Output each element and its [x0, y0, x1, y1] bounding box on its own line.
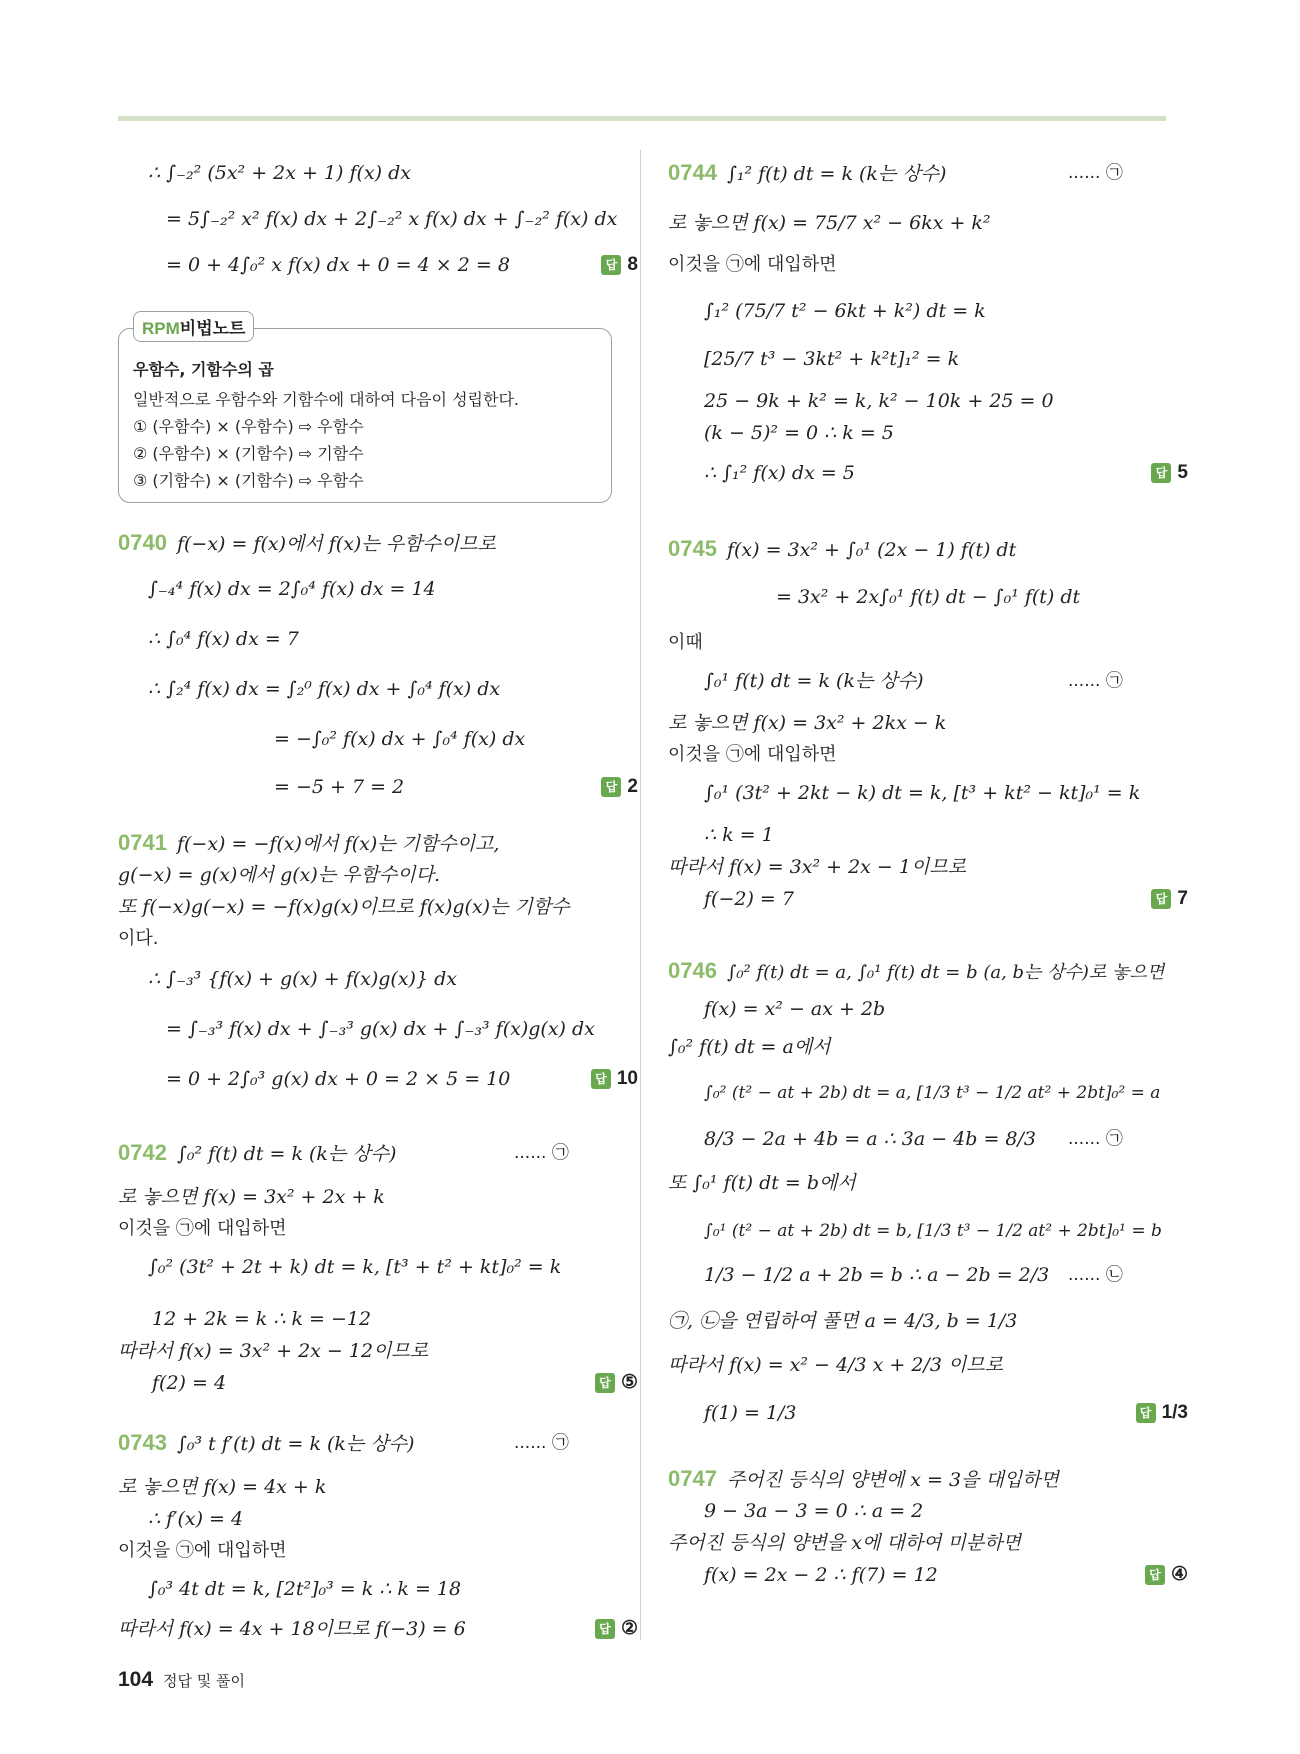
rpm-note-box: [118, 319, 612, 503]
problem-number: 0741: [118, 830, 167, 855]
p0741-line-5: ∴ ∫₋₃³ {f(x) + g(x) + f(x)g(x)} dx: [148, 968, 457, 990]
p0746-answer: 답 1/3: [1136, 1400, 1188, 1426]
p0744-line-2: 로 놓으면 f(x) = 75/7 x² − 6kx + k²: [668, 212, 991, 234]
problem-number: 0747: [668, 1466, 717, 1491]
p0745-line-6: 이것을 ㉠에 대입하면: [668, 744, 837, 765]
p0742-answer: 답 ⑤: [595, 1370, 638, 1396]
p0747-line-3: 주어진 등식의 양변을 x에 대하여 미분하면: [668, 1532, 1021, 1554]
p0742-line-2: 로 놓으면 f(x) = 3x² + 2x + k: [118, 1186, 385, 1208]
p0739-line-2: = 5∫₋₂² x² f(x) dx + 2∫₋₂² x f(x) dx + ∫₋₂² f(x) dx: [166, 208, 618, 230]
p0746-line-10: 따라서 f(x) = x² − 4/3 x + 2/3 이므로: [668, 1354, 1004, 1376]
problem-number: 0743: [118, 1430, 167, 1455]
p0739-line-1: ∴ ∫₋₂² (5x² + 2x + 1) f(x) dx: [148, 162, 411, 184]
p0743-line-3: ∴ f′(x) = 4: [148, 1508, 244, 1530]
p0743-line-4: 이것을 ㉠에 대입하면: [118, 1540, 287, 1561]
problem-number: 0742: [118, 1140, 167, 1165]
p0746-line-11: f(1) = 1/3: [704, 1402, 797, 1424]
p0743-line-1: 0743 ∫₀³ t f′(t) dt = k (k는 상수): [118, 1430, 415, 1455]
p0745-line-9: 따라서 f(x) = 3x² + 2x − 1이므로: [668, 856, 967, 878]
section-label: 정답 및 풀이: [163, 1672, 246, 1690]
p0745-line-8: ∴ k = 1: [704, 824, 774, 846]
p0740-line-4: ∴ ∫₂⁴ f(x) dx = ∫₂⁰ f(x) dx + ∫₀⁴ f(x) dx: [148, 678, 501, 700]
top-rule: [118, 116, 1166, 121]
p0740-line-2: ∫₋₄⁴ f(x) dx = 2∫₀⁴ f(x) dx = 14: [148, 578, 436, 600]
page-footer: [118, 1668, 245, 1692]
p0743-line-5: ∫₀³ 4t dt = k, [2t²]₀³ = k ∴ k = 18: [148, 1578, 462, 1600]
p0744-line-1: 0744 ∫₁² f(t) dt = k (k는 상수): [668, 160, 947, 185]
p0742-line-4: ∫₀² (3t² + 2t + k) dt = k, [t³ + t² + kt]₀² = k: [148, 1256, 562, 1278]
p0746-line-8: 1/3 − 1/2 a + 2b = b ∴ a − 2b = 2/3: [704, 1264, 1050, 1286]
p0744-line-4: ∫₁² (75/7 t² − 6kt + k²) dt = k: [704, 300, 986, 322]
p0746-line-7: ∫₀¹ (t² − at + 2b) dt = b, [1/3 t³ − 1/2 at² + 2bt]₀¹ = b: [704, 1221, 1162, 1241]
p0746-line-9: ㉠, ㉡을 연립하여 풀면 a = 4/3, b = 1/3: [668, 1310, 1018, 1332]
p0745-line-10: f(−2) = 7: [704, 888, 794, 910]
p0746-line-3: ∫₀² f(t) dt = a에서: [668, 1036, 831, 1058]
p0747-line-4: f(x) = 2x − 2 ∴ f(7) = 12: [704, 1564, 938, 1586]
p0746-line-1: 0746 ∫₀² f(t) dt = a, ∫₀¹ f(t) dt = b (a, b는 상수)로 놓으면: [668, 958, 1165, 983]
p0742-line-6: 따라서 f(x) = 3x² + 2x − 12이므로: [118, 1340, 429, 1362]
p0740-line-6: = −5 + 7 = 2: [274, 776, 405, 798]
p0747-line-2: 9 − 3a − 3 = 0 ∴ a = 2: [704, 1500, 924, 1522]
column-divider: [640, 150, 641, 1640]
rpm-note-line: ③ (기함수) × (기함수) ⇨ 우함수: [133, 471, 364, 490]
p0745-line-1: 0745 f(x) = 3x² + ∫₀¹ (2x − 1) f(t) dt: [668, 536, 1017, 561]
problem-number: 0746: [668, 958, 717, 983]
problem-number: 0740: [118, 530, 167, 555]
p0745-mark: ...... ㉠: [1068, 671, 1123, 691]
rpm-note-title: 우함수, 기함수의 곱: [133, 360, 274, 379]
rpm-note-tag: RPM비법노트: [133, 311, 254, 342]
p0741-line-3: 또 f(−x)g(−x) = −f(x)g(x)이므로 f(x)g(x)는 기함수: [118, 896, 570, 918]
p0741-line-4: 이다.: [118, 928, 159, 949]
p0744-line-8: ∴ ∫₁² f(x) dx = 5: [704, 462, 855, 484]
p0745-line-4: ∫₀¹ f(t) dt = k (k는 상수): [704, 670, 924, 692]
rpm-note-line: ② (우함수) × (기함수) ⇨ 기함수: [133, 444, 364, 463]
p0740-answer: 답 2: [601, 774, 638, 800]
p0741-answer: 답 10: [591, 1066, 638, 1092]
rpm-note-line: ① (우함수) × (우함수) ⇨ 우함수: [133, 417, 364, 436]
p0745-line-2: = 3x² + 2x∫₀¹ f(t) dt − ∫₀¹ f(t) dt: [776, 586, 1081, 608]
rpm-note-line: 일반적으로 우함수와 기함수에 대하여 다음이 성립한다.: [133, 390, 520, 409]
p0744-answer: 답 5: [1151, 460, 1188, 486]
p0742-mark: ...... ㉠: [514, 1143, 569, 1163]
p0742-line-7: f(2) = 4: [152, 1372, 227, 1394]
p0740-line-5: = −∫₀² f(x) dx + ∫₀⁴ f(x) dx: [274, 728, 526, 750]
p0744-line-5: [25/7 t³ − 3kt² + k²t]₁² = k: [704, 348, 960, 370]
p0747-line-1: 0747 주어진 등식의 양변에 x = 3을 대입하면: [668, 1466, 1059, 1491]
problem-number: 0745: [668, 536, 717, 561]
p0747-answer: 답 ④: [1145, 1562, 1188, 1588]
p0744-line-7: (k − 5)² = 0 ∴ k = 5: [704, 422, 894, 444]
p0740-line-3: ∴ ∫₀⁴ f(x) dx = 7: [148, 628, 299, 650]
p0744-mark: ...... ㉠: [1068, 163, 1123, 183]
p0741-line-1: 0741 f(−x) = −f(x)에서 f(x)는 기함수이고,: [118, 830, 500, 855]
p0746-line-2: f(x) = x² − ax + 2b: [704, 998, 886, 1020]
p0744-line-3: 이것을 ㉠에 대입하면: [668, 254, 837, 275]
p0746-mark-1: ...... ㉠: [1068, 1129, 1123, 1149]
p0739-line-3: = 0 + 4∫₀² x f(x) dx + 0 = 4 × 2 = 8: [166, 254, 510, 276]
left-column-lower: [118, 530, 638, 1660]
p0741-line-6: = ∫₋₃³ f(x) dx + ∫₋₃³ g(x) dx + ∫₋₃³ f(x)g(x) dx: [166, 1018, 595, 1040]
p0745-answer: 답 7: [1151, 886, 1188, 912]
p0739-answer: 답 8: [601, 252, 638, 278]
p0746-line-4: ∫₀² (t² − at + 2b) dt = a, [1/3 t³ − 1/2 at² + 2bt]₀² = a: [704, 1083, 1161, 1103]
p0743-line-6: 따라서 f(x) = 4x + 18이므로 f(−3) = 6: [118, 1618, 466, 1640]
p0743-mark: ...... ㉠: [514, 1433, 569, 1453]
p0745-line-5: 로 놓으면 f(x) = 3x² + 2kx − k: [668, 712, 947, 734]
p0746-line-5: 8/3 − 2a + 4b = a ∴ 3a − 4b = 8/3: [704, 1128, 1036, 1150]
p0742-line-1: 0742 ∫₀² f(t) dt = k (k는 상수): [118, 1140, 397, 1165]
p0741-line-2: g(−x) = g(x)에서 g(x)는 우함수이다.: [118, 864, 440, 886]
p0742-line-3: 이것을 ㉠에 대입하면: [118, 1218, 287, 1239]
right-column: [668, 150, 1188, 1660]
page-number: 104: [118, 1668, 154, 1691]
p0740-line-1: 0740 f(−x) = f(x)에서 f(x)는 우함수이므로: [118, 530, 496, 555]
p0744-line-6: 25 − 9k + k² = k, k² − 10k + 25 = 0: [704, 390, 1054, 412]
p0742-line-5: 12 + 2k = k ∴ k = −12: [152, 1308, 372, 1330]
p0741-line-7: = 0 + 2∫₀³ g(x) dx + 0 = 2 × 5 = 10: [166, 1068, 511, 1090]
p0746-mark-2: ...... ㉡: [1068, 1265, 1123, 1285]
p0743-answer: 답 ②: [595, 1616, 638, 1642]
p0745-line-3: 이때: [668, 632, 703, 653]
problem-number: 0744: [668, 160, 717, 185]
p0743-line-2: 로 놓으면 f(x) = 4x + k: [118, 1476, 327, 1498]
p0745-line-7: ∫₀¹ (3t² + 2kt − k) dt = k, [t³ + kt² − kt]₀¹ = k: [704, 782, 1141, 804]
p0746-line-6: 또 ∫₀¹ f(t) dt = b에서: [668, 1172, 856, 1194]
